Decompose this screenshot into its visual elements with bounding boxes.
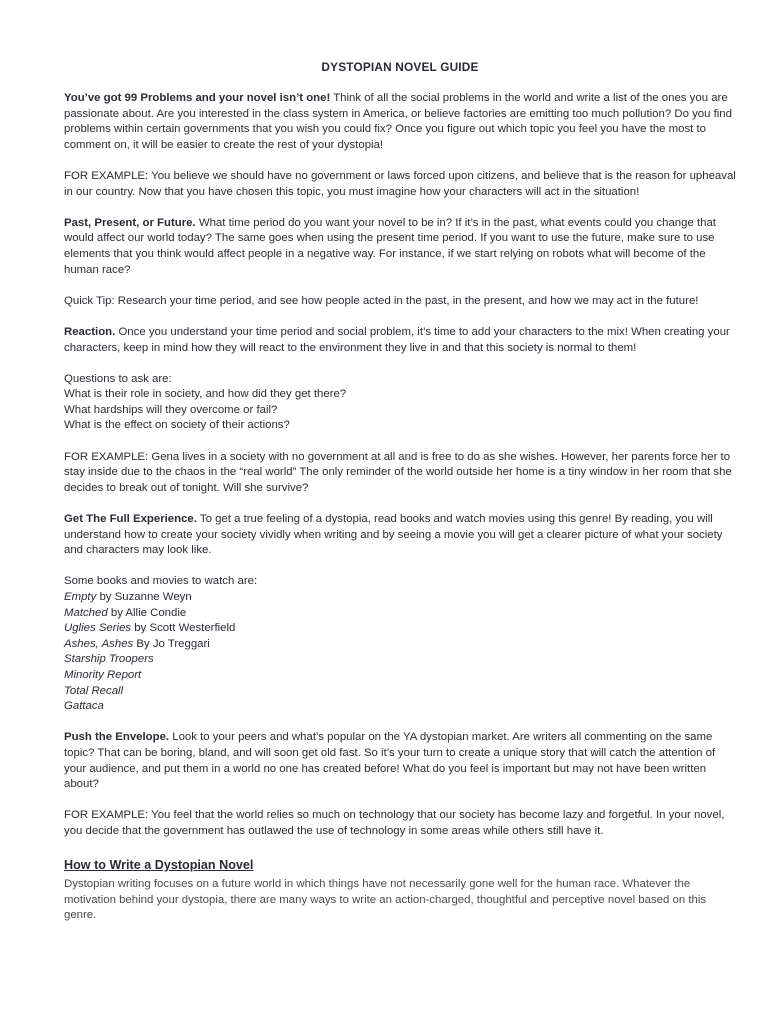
- questions-list: [64, 372, 736, 434]
- list-item: [64, 621, 736, 637]
- section-problems: [64, 91, 736, 153]
- document-title: DYSTOPIAN NOVEL GUIDE: [321, 60, 479, 74]
- movie-title: Minority Report: [64, 668, 142, 681]
- list-item: [64, 668, 736, 684]
- list-item: [64, 637, 736, 653]
- list-item: What is the effect on society of their actions?: [64, 419, 290, 432]
- movie-title: Gattaca: [64, 700, 104, 713]
- section-text: What time period do you want your novel to be in? If it’s in the past, what events could you change that would affect our world today? The same goes when using the present time period. If you want to use the future, make sure to use elements that you think would affect people in a negative way. For instance, if we start relying on robots what will become of the human race?: [64, 216, 716, 276]
- list-item: [64, 684, 736, 700]
- document-body: [64, 60, 736, 924]
- list-heading: Some books and movies to watch are:: [64, 575, 258, 588]
- section-text: Once you understand your time period and social problem, it’s time to add your characters to the mix! When creating your characters, keep in mind how they will react to the environment they live in and that this society is normal to them!: [64, 325, 730, 354]
- list-item: [64, 652, 736, 668]
- book-author: By Jo Treggari: [133, 637, 210, 650]
- list-item: [64, 606, 736, 622]
- section-heading: Reaction.: [64, 325, 116, 338]
- book-title: Empty: [64, 591, 97, 603]
- list-item: What is their role in society, and how did they get there?: [64, 388, 347, 401]
- section-push-envelope: [64, 730, 736, 792]
- movie-title: Starship Troopers: [64, 653, 154, 666]
- list-item: What hardships will they overcome or fail?: [64, 403, 278, 416]
- list-item: [64, 699, 736, 715]
- book-author: by Scott Westerfield: [131, 622, 236, 635]
- book-title: Matched: [64, 606, 108, 619]
- section-text: To get a true feeling of a dystopia, read books and watch movies using this genre! By reading, you will understand how to create your society vividly when writing and by seeing a movie you will get a clearer picture of what your society and characters may look like.: [64, 513, 723, 557]
- example-paragraph: FOR EXAMPLE: You believe we should have no government or laws forced upon citizens, and believe that is the reason for upheaval in our country. Now that you have chosen this topic, you must imagine how your characters will act in the situation!: [64, 169, 736, 198]
- book-author: by Suzanne Weyn: [96, 591, 192, 603]
- section-reaction: [64, 325, 736, 356]
- section-text: Think of all the social problems in the world and write a list of the ones you are passionate about. Are you interested in the class system in America, or believe factories are emitting too much pollution? Do you find problems within certain governments that you wish you could fix? Once you figure out which topic you feel you have the most to comment on, it will be easier to create the rest of your dystopia!: [64, 92, 732, 151]
- book-title: Uglies Series: [64, 622, 132, 635]
- section-heading: Get The Full Experience.: [64, 513, 197, 526]
- howto-text: Dystopian writing focuses on a future world in which things have not necessarily gone well for the human race. Whatever the motivation behind your dystopia, there are many ways to write an action-charged, thoughtful and perceptive novel based on this genre.: [64, 878, 707, 922]
- book-title: Ashes, Ashes: [64, 637, 134, 650]
- section-text: Look to your peers and what’s popular on the YA dystopian market. Are writers all commenting on the same topic? That can be boring, bland, and will soon get old fast. So it’s your turn to create a unique story that will catch the attention of your audience, and put them in a world no one has created before! What do you feel is important but may not have been written about?: [64, 731, 716, 791]
- movie-title: Total Recall: [64, 684, 124, 697]
- section-heading: Past, Present, or Future.: [64, 216, 196, 229]
- book-author: by Allie Condie: [107, 606, 187, 619]
- section-full-experience: [64, 512, 736, 559]
- example-paragraph: FOR EXAMPLE: Gena lives in a society with no government at all and is free to do as she wishes. However, her parents force her to stay inside due to the chaos in the “real world” The only reminder of the world outside her home is a tiny window in her room that she decides to break out of tonight. Will she survive?: [64, 450, 732, 494]
- section-heading: You’ve got 99 Problems and your novel isn’t one!: [64, 92, 331, 104]
- section-time-period: [64, 216, 736, 278]
- list-heading: Questions to ask are:: [64, 372, 172, 385]
- quick-tip: Quick Tip: Research your time period, and see how people acted in the past, in the present, and how we may act in the future!: [64, 294, 699, 307]
- books-movies-list: [64, 574, 736, 714]
- section-heading: Push the Envelope.: [64, 731, 170, 744]
- howto-heading: How to Write a Dystopian Novel: [64, 858, 254, 873]
- list-item: [64, 590, 736, 606]
- example-paragraph: FOR EXAMPLE: You feel that the world relies so much on technology that our society has become lazy and forgetful. In your novel, you decide that the government has outlawed the use of technology in some areas while others still have it.: [64, 809, 725, 837]
